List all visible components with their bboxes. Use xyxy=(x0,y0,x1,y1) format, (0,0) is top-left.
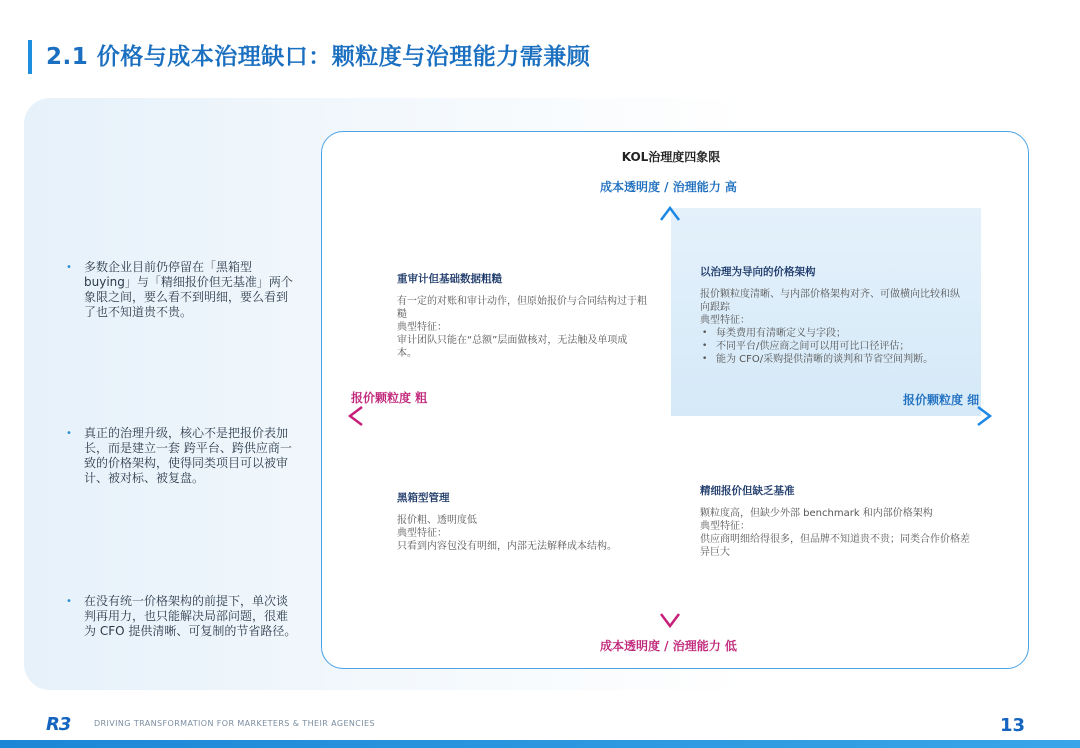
axis-label-top: 成本透明度 / 治理能力 高 xyxy=(600,180,737,194)
quadrant-line: 有一定的对账和审计动作，但原始报价与合同结构过于粗糙 xyxy=(397,296,647,320)
quadrant-line: 报价颗粒度清晰、与内部价格架构对齐、可做横向比较和纵向跟踪 xyxy=(700,289,960,313)
bullet-item: • 真正的治理升级，核心不是把报价表加长，而是建立一套 跨平台、跨供应商一致的价格架构，使得同类项目可以被审计、被对标、被复盘。 xyxy=(66,426,298,486)
quadrant-list-item: • 能为 CFO/采购提供清晰的谈判和节省空间判断。 xyxy=(700,353,968,366)
r3-logo: R3 xyxy=(46,714,71,735)
quadrant-bottom-left xyxy=(397,492,637,553)
axis-label-left: 报价颗粒度 粗 xyxy=(351,391,428,405)
quadrant-line: 典型特征： xyxy=(397,322,447,333)
quadrant-line: 供应商明细给得很多，但品牌不知道贵不贵；同类合作价格差异巨大 xyxy=(700,534,970,558)
page-number: 13 xyxy=(1000,715,1026,736)
quadrant-title: KOL治理度四象限 xyxy=(621,150,721,164)
quadrant-line: 审计团队只能在“总额”层面做核对，无法触及单项成本。 xyxy=(397,335,628,359)
quadrant-heading: 重审计但基础数据粗糙 xyxy=(397,273,502,285)
quadrant-line: 只看到内容包没有明细，内部无法解释成本结构。 xyxy=(397,541,617,552)
quadrant-line: 颗粒度高，但缺少外部 benchmark 和内部价格架构 xyxy=(700,508,933,519)
quadrant-heading: 精细报价但缺乏基准 xyxy=(700,485,795,497)
quadrant-top-left xyxy=(397,273,647,360)
quadrant-line: 报价粗、透明度低 xyxy=(397,515,477,526)
quadrant-list-item: • 不同平台/供应商之间可以用可比口径评估； xyxy=(700,340,968,353)
quadrant-top-right xyxy=(700,266,968,366)
quadrant-list-item: • 每类费用有清晰定义与字段； xyxy=(700,327,968,340)
footer-bar xyxy=(0,740,1080,748)
page-title: 2.1 价格与成本治理缺口：颗粒度与治理能力需兼顾 xyxy=(46,44,591,70)
bullet-item: • 多数企业目前仍停留在「黑箱型buying」与「精细报价但无基准」两个象限之间，要么看不到明细，要么看到了也不知道贵不贵。 xyxy=(66,260,298,320)
bullet-item: • 在没有统一价格架构的前提下，单次谈判再用力，也只能解决局部问题，很难为 CFO 提供清晰、可复制的节省路径。 xyxy=(66,594,298,639)
quadrant-line: 典型特征： xyxy=(700,521,750,532)
quadrant-heading: 黑箱型管理 xyxy=(397,492,450,504)
footer-tagline: DRIVING TRANSFORMATION FOR MARKETERS & THEIR AGENCIES xyxy=(94,719,375,728)
quadrant-line: 典型特征： xyxy=(397,528,447,539)
quadrant-heading: 以治理为导向的价格架构 xyxy=(700,266,816,278)
quadrant-line: 典型特征： xyxy=(700,315,750,326)
quadrant-bottom-right xyxy=(700,485,970,559)
axis-label-right: 报价颗粒度 细 xyxy=(903,393,980,407)
axis-label-bottom: 成本透明度 / 治理能力 低 xyxy=(600,639,737,653)
